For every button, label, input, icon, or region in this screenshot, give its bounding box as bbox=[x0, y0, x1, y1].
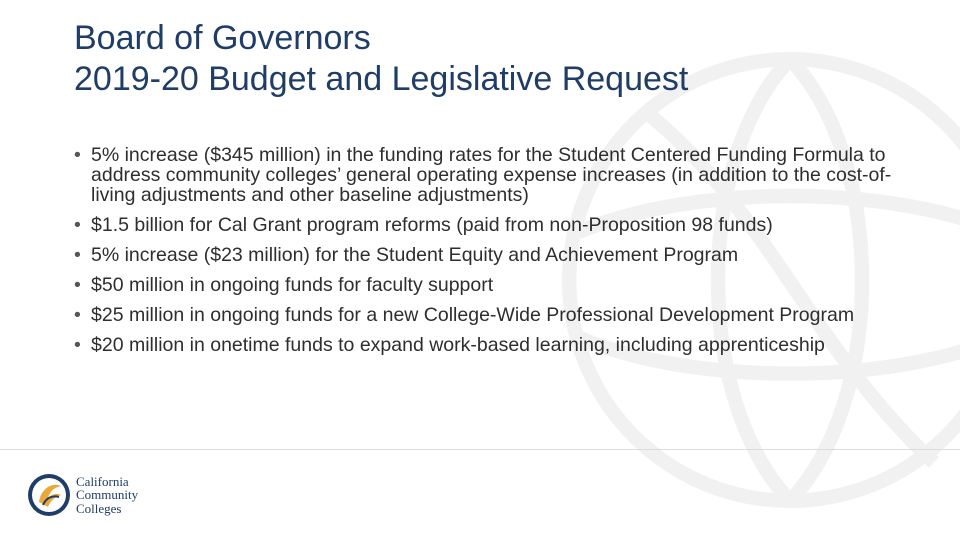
bullet-item: • 5% increase ($345 million) in the funding rates for the Student Centered Funding Formula to address community colleges’ general operating expense increases (in addition to the cost-of-living adjustments and other baseline adjustments) bbox=[74, 145, 904, 205]
bullet-item: • $20 million in onetime funds to expand work-based learning, including apprenticeship bbox=[74, 335, 904, 355]
bullet-item: • 5% increase ($23 million) for the Student Equity and Achievement Program bbox=[74, 245, 904, 265]
title-line-2: 2019-20 Budget and Legislative Request bbox=[74, 60, 689, 98]
bullet-item: • $1.5 billion for Cal Grant program reforms (paid from non-Proposition 98 funds) bbox=[74, 215, 904, 235]
bullet-item: • $25 million in ongoing funds for a new College-Wide Professional Development Program bbox=[74, 305, 904, 325]
bullet-list bbox=[74, 145, 904, 365]
bullet-item: • $50 million in ongoing funds for faculty support bbox=[74, 275, 904, 295]
logo-line-1: California bbox=[76, 473, 129, 489]
footer-divider bbox=[0, 449, 960, 450]
slide-title bbox=[74, 18, 688, 100]
logo-line-2: Community bbox=[76, 487, 139, 503]
ccc-seal-icon bbox=[26, 472, 72, 518]
title-line-1: Board of Governors bbox=[74, 19, 371, 57]
logo-line-3: Colleges bbox=[76, 500, 122, 516]
ccc-logo bbox=[26, 472, 138, 518]
logo-wordmark bbox=[76, 475, 138, 516]
